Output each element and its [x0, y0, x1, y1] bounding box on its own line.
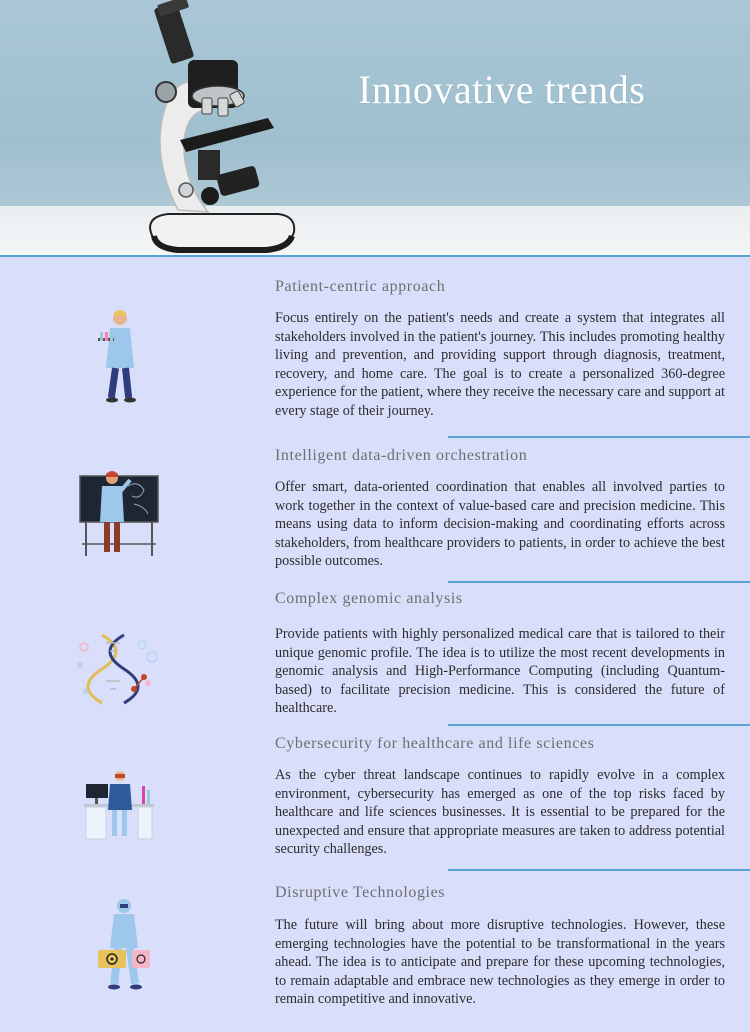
section-heading: Cybersecurity for healthcare and life sciences	[275, 735, 595, 752]
section-heading: Disruptive Technologies	[275, 884, 446, 901]
dna-helix-icon	[72, 633, 162, 705]
section-body: Provide patients with highly personalized medical care that is tailored to their unique genomic profile. The idea is to utilize the most recent developments in genomic analysis and High-Performance Computing (including Quantum-based) to facilitate precision medicine. This is considered the future of healthcare.	[275, 626, 725, 716]
section-cybersecurity	[0, 726, 750, 869]
section-disruptive-technologies	[0, 870, 750, 1032]
lab-technician-at-computer-icon	[82, 770, 156, 840]
doctor-with-test-tubes-icon	[90, 308, 150, 404]
section-heading: Intelligent data-driven orchestration	[275, 447, 528, 464]
section-body: The future will bring about more disruptive technologies. However, these emerging technologies have the potential to be transformational in the years ahead. The idea is to anticipate and prepare for these upcoming technologies, to remain adaptable and embrace new technologies as they emerge in order to remain competitive and innovative.	[275, 917, 725, 1007]
section-body: Focus entirely on the patient's needs and create a system that integrates all stakeholders involved in the patient's journey. This includes promoting healthy living and prevention, and providing support through diagnosis, treatment, recovery, and home care. The goal is to create a personalized 360-degree experience for the patient, where they receive the necessary care and support at every stage of their journey.	[275, 310, 725, 419]
section-patient-centric	[0, 256, 750, 436]
hero-banner	[0, 0, 750, 256]
section-data-orchestration	[0, 438, 750, 582]
section-body: Offer smart, data-oriented coordination that enables all involved parties to work together in the context of value-based care and precision medicine. This means using data to inform decision-making and coordinating efforts across stakeholders, from healthcare providers to patients, in order to achieve the best possible outcomes.	[275, 479, 725, 569]
page-title: Innovative trends	[358, 67, 646, 112]
scientist-at-blackboard-icon	[78, 470, 160, 558]
section-genomic-analysis	[0, 583, 750, 725]
section-heading: Complex genomic analysis	[275, 590, 463, 607]
section-body: As the cyber threat landscape continues to rapidly evolve in a complex environment, cybersecurity has emerged as one of the top risks faced by healthcare and life sciences businesses. It is essential to be prepared for the unexpected and ensure that appropriate measures are taken to address potential security challenges.	[275, 767, 725, 857]
lab-table-surface	[0, 206, 750, 256]
section-heading: Patient-centric approach	[275, 278, 446, 295]
microscope-icon	[138, 0, 308, 256]
hazmat-worker-icon	[96, 898, 156, 992]
